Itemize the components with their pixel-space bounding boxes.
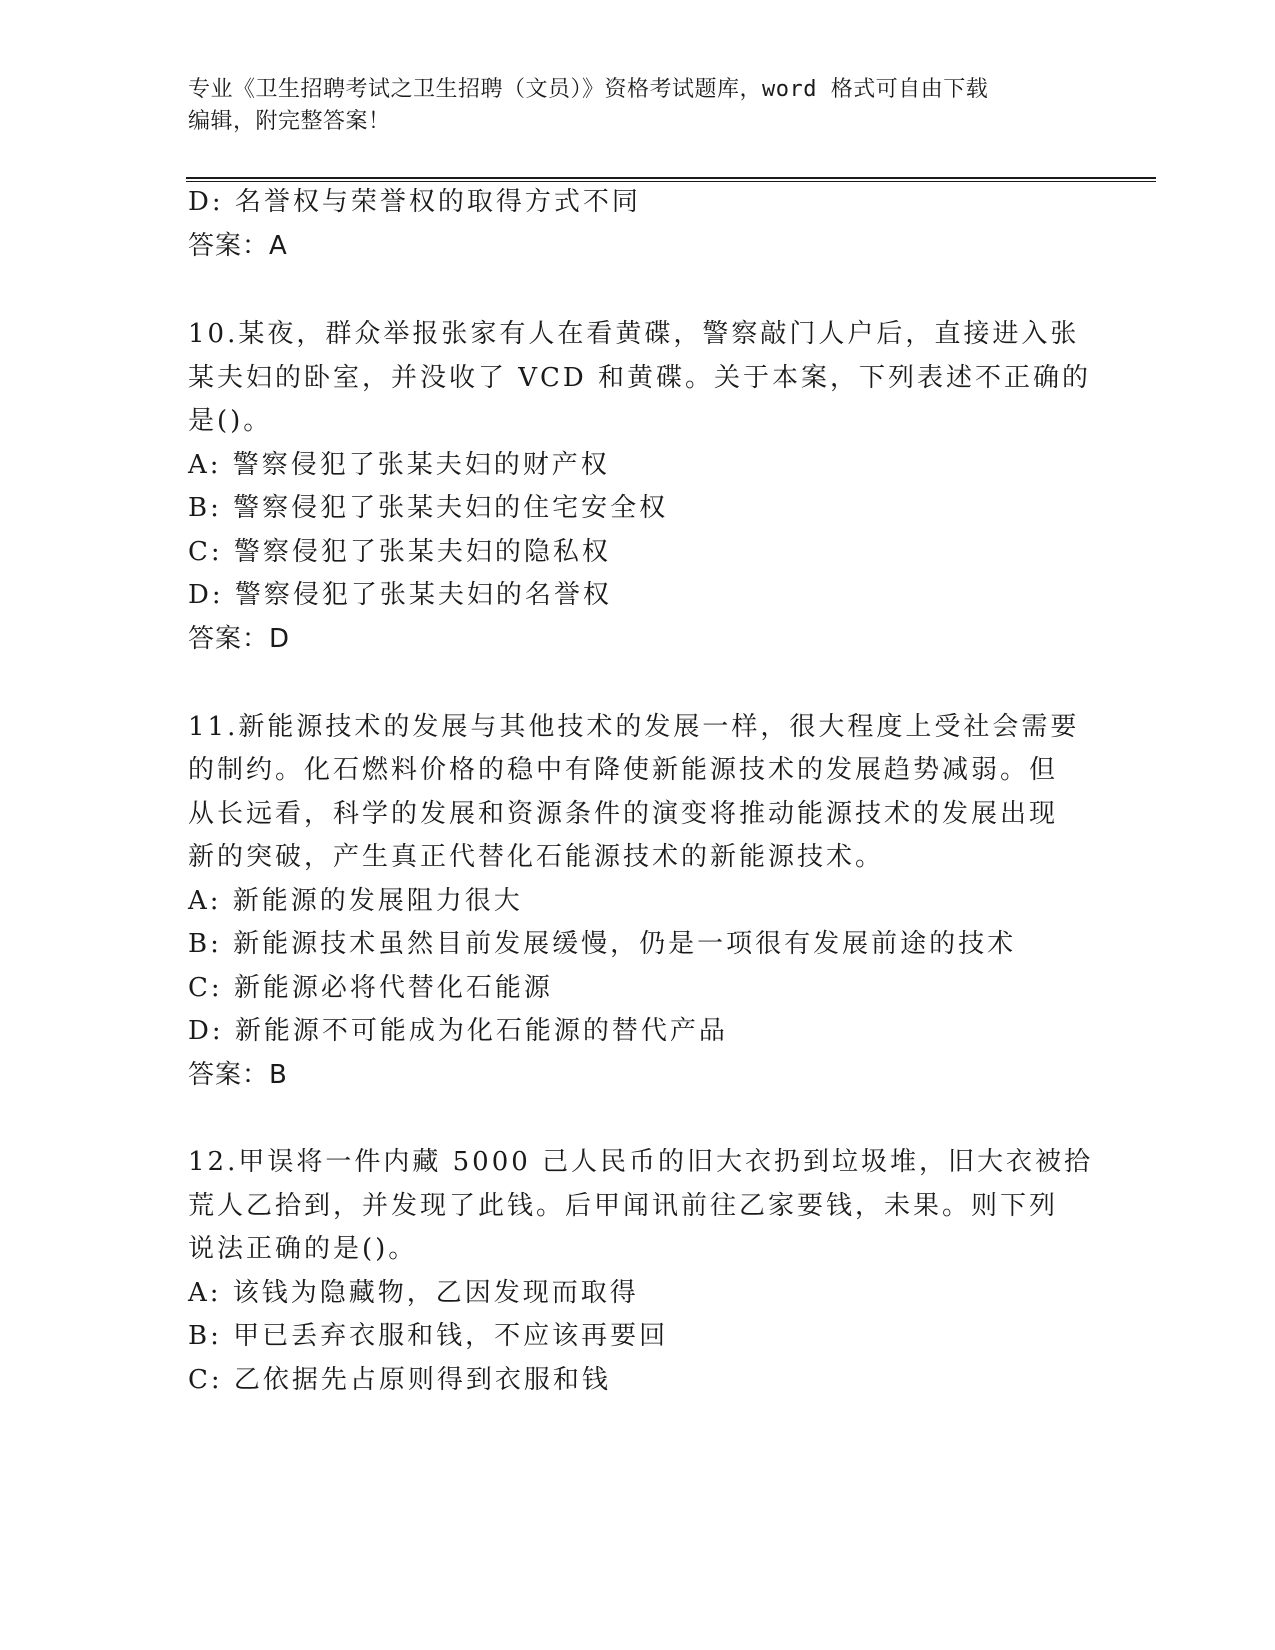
option-c: C: 乙依据先占原则得到衣服和钱 [188,1365,611,1395]
page-header [188,74,1088,138]
question-stem-line: 的制约。化石燃料价格的稳中有降使新能源技术的发展趋势减弱。但 [188,755,1059,785]
option-c: C: 新能源必将代替化石能源 [188,973,553,1003]
answer: 答案：D [188,624,291,654]
answer: 答案：B [188,1060,288,1090]
question-stem-line: 是()。 [188,406,273,436]
option-b: B: 新能源技术虽然目前发展缓慢，仍是一项很有发展前途的技术 [188,929,1017,959]
question-stem-line: 11.新能源技术的发展与其他技术的发展一样，很大程度上受社会需要 [188,712,1080,742]
option-d: D: 新能源不可能成为化石能源的替代产品 [188,1016,728,1046]
question-stem-line: 荒人乙拾到，并发现了此钱。后甲闻讯前往乙家要钱，未果。则下列 [188,1191,1059,1221]
option-c: C: 警察侵犯了张某夫妇的隐私权 [188,537,611,567]
header-rule [186,177,1156,182]
question-stem-line: 从长远看，科学的发展和资源条件的演变将推动能源技术的发展出现 [188,799,1059,829]
question-stem-line: 10.某夜，群众举报张家有人在看黄碟，警察敲门人户后，直接进入张 [188,319,1080,349]
header-line-1: 专业《卫生招聘考试之卫生招聘（文员）》资格考试题库，word 格式可自由下载 [188,77,989,102]
question-stem-line: 说法正确的是()。 [188,1234,418,1264]
header-line-2: 编辑，附完整答案！ [188,109,391,134]
option-a: A: 警察侵犯了张某夫妇的财产权 [188,450,610,480]
question-stem-line: 12.甲误将一件内藏 5000 己人民币的旧大衣扔到垃圾堆，旧大衣被拾 [188,1147,1094,1177]
option-a: A: 该钱为隐藏物，乙因发现而取得 [188,1278,639,1308]
answer: 答案：A [188,231,288,261]
option-b: B: 甲已丢弃衣服和钱，不应该再要回 [188,1321,669,1351]
option-a: A: 新能源的发展阻力很大 [188,886,523,916]
option-b: B: 警察侵犯了张某夫妇的住宅安全权 [188,493,669,523]
option-d: D: 名誉权与荣誉权的取得方式不同 [188,187,641,217]
question-stem-line: 某夫妇的卧室，并没收了 VCD 和黄碟。关于本案，下列表述不正确的 [188,363,1092,393]
option-d: D: 警察侵犯了张某夫妇的名誉权 [188,580,612,610]
question-stem-line: 新的突破，产生真正代替化石能源技术的新能源技术。 [188,842,885,872]
